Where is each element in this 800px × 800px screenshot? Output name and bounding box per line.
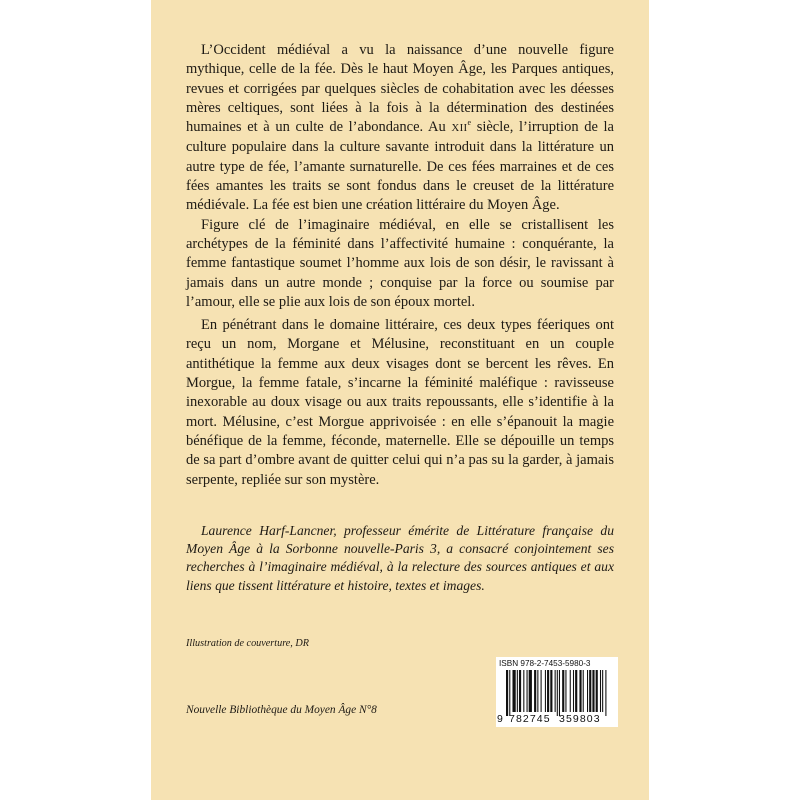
century-numeral: XII bbox=[451, 122, 468, 135]
back-cover bbox=[151, 0, 649, 800]
barcode-bar bbox=[596, 670, 598, 712]
barcode-bar bbox=[583, 670, 584, 712]
isbn-label: ISBN 978-2-7453-5980-3 bbox=[499, 659, 591, 668]
barcode-digit-prefix: 9 bbox=[497, 713, 503, 725]
barcode-bar bbox=[541, 670, 542, 712]
barcode-bar bbox=[537, 670, 538, 712]
barcode-bar bbox=[587, 670, 588, 712]
barcode-bar bbox=[523, 670, 524, 712]
barcode-bar bbox=[575, 670, 577, 712]
barcode-digit-group-left: 782745 bbox=[509, 713, 551, 725]
barcode-bar bbox=[573, 670, 574, 712]
paragraph-morgane-melusine: En pénétrant dans le domaine littéraire, ces deux types féeriques ont reçu un nom, Morgane et Mélusine, reconstituant en un couple antithétique la femme aux deux visages dont se bercent les rêves. En Morgue, la femme fatale, s’incarne la féminité maléfique : ravisseuse inexorable au doux visage ou aux traits repoussants, elle s’identifie à la mort. Mélusine, c’est Morgue apprivoisée : en elle s’épanouit la magie bénéfique de la femme, féconde, maternelle. Elle se dépouille un temps de sa part d’ombre avant de quitter celui qui n’a pas su la garder, à jamais serpente, repliée sur son mystère. bbox=[186, 317, 614, 488]
barcode-bar bbox=[517, 670, 518, 712]
barcode-bar bbox=[579, 670, 581, 712]
barcode-bar bbox=[545, 670, 546, 712]
barcode-bar bbox=[506, 670, 508, 716]
illustration-credit: Illustration de couverture, DR bbox=[186, 638, 309, 649]
barcode-bar bbox=[565, 670, 566, 712]
series-title: Nouvelle Bibliothèque du Moyen Âge N°8 bbox=[186, 704, 377, 716]
barcode-bar bbox=[570, 670, 571, 712]
paragraph-1-part-a: L’Occident médiéval a vu la naissance d’une nouvelle figure mythique, celle de la fée. Dès le haut Moyen Âge, les Parques antiques, revues et corrigées par quelques siècles de cohabitation avec les déesses mères celtiques, sont liées à la fois à la détermination des destinées humaines et à un culte de l’abondance. Au bbox=[186, 42, 614, 136]
barcode-bar bbox=[600, 670, 601, 712]
paragraph-origin-of-fairy bbox=[186, 41, 614, 216]
author-biography: Laurence Harf-Lancner, professeur émérite de Littérature française du Moyen Âge à la Sorbonne nouvelle-Paris 3, a consacré conjointement ses recherches à l’imaginaire médiéval, à la relecture des sources antiques et aux liens que tissent littérature et histoire, textes et images. bbox=[186, 523, 614, 593]
barcode-bar bbox=[559, 670, 560, 716]
barcode-bar bbox=[592, 670, 594, 712]
barcode-bar bbox=[602, 670, 603, 712]
barcode-bar bbox=[527, 670, 528, 712]
barcode-bar bbox=[509, 670, 510, 716]
cover-body-text bbox=[186, 41, 614, 490]
century-superscript: e bbox=[467, 118, 472, 128]
barcode-bar bbox=[555, 670, 556, 712]
paragraph-feminine-archetypes: Figure clé de l’imaginaire médiéval, en elle se cristallisent les archétypes de la féminité dans l’affectivité humaine : conquérante, la femme fantastique soumet l’homme aux lois de son désir, le ravissant à jamais dans un autre monde ; conquise par la force ou soumise par l’amour, elle se plie aux lois de son époux mortel. bbox=[186, 216, 614, 310]
barcode-bar bbox=[547, 670, 549, 712]
barcode-bar bbox=[512, 670, 515, 712]
barcode-bar bbox=[550, 670, 552, 712]
barcode-bar bbox=[605, 670, 606, 716]
barcode-bars bbox=[506, 670, 610, 716]
barcode-bar bbox=[534, 670, 536, 712]
barcode-bar bbox=[557, 670, 558, 716]
barcode-bar bbox=[589, 670, 591, 712]
paragraph-1-part-b: siècle, l’irruption de la culture populaire dans la culture savante introduit dans la littérature un autre type de fée, l’amante surnaturelle. De ces fées marraines et de ces fées amantes les traits se sont fondus dans le creuset de la littérature médiévale. La fée est bien une création littéraire du Moyen Âge. bbox=[186, 119, 614, 214]
barcode-digit-group-right: 359803 bbox=[559, 713, 601, 725]
barcode-bar bbox=[529, 670, 532, 712]
barcode-bar bbox=[562, 670, 564, 712]
barcode-bar bbox=[519, 670, 521, 712]
isbn-barcode bbox=[496, 657, 618, 727]
